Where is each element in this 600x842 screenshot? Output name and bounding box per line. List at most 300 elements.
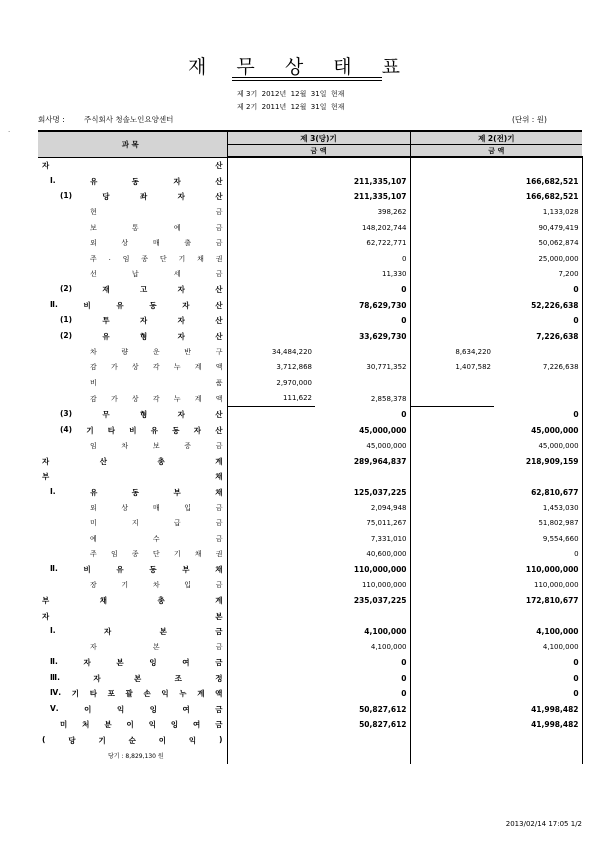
sub-amount-cell bbox=[227, 454, 315, 470]
sub-amount-cell bbox=[410, 624, 494, 640]
account-name bbox=[38, 485, 227, 501]
account-name-part: 익 bbox=[161, 689, 169, 699]
account-name-part: 외 bbox=[90, 503, 97, 512]
amount-cell bbox=[494, 733, 582, 749]
account-name bbox=[38, 717, 227, 733]
account-name: 당기 : 8,829,130 원 bbox=[38, 748, 227, 764]
account-name bbox=[38, 500, 227, 516]
sub-amount-cell bbox=[410, 547, 494, 563]
sub-amount-cell bbox=[227, 282, 315, 298]
sub-amount-cell bbox=[227, 438, 315, 454]
sub-amount-cell bbox=[410, 375, 494, 391]
account-name bbox=[38, 702, 227, 718]
account-name-part: 미 bbox=[60, 720, 68, 730]
account-name-part: 종 bbox=[131, 550, 139, 559]
account-name-part: 조 bbox=[174, 673, 182, 683]
table-row bbox=[38, 344, 582, 360]
amount-cell: 51,802,987 bbox=[494, 516, 582, 532]
account-name-part: 계 bbox=[194, 394, 202, 403]
sub-amount-cell bbox=[227, 500, 315, 516]
table-row bbox=[38, 282, 582, 298]
account-name-part: 계 bbox=[194, 363, 202, 372]
account-name-part: 채 bbox=[215, 565, 223, 575]
account-name-part: 자 bbox=[177, 410, 185, 419]
account-name-part: 산 bbox=[215, 300, 223, 310]
account-name-part: (2) bbox=[60, 330, 73, 340]
account-name-part: 기 bbox=[173, 550, 181, 559]
amount-cell: 30,771,352 bbox=[315, 360, 410, 376]
account-name-part: 산 bbox=[215, 331, 223, 341]
sub-amount-cell bbox=[410, 189, 494, 205]
account-name-part: 자 bbox=[193, 425, 201, 435]
header-previous-period: 제 2(전)기 bbox=[410, 131, 582, 145]
sub-amount-cell bbox=[410, 516, 494, 532]
account-name-part: 산 bbox=[215, 161, 223, 170]
sub-amount-cell bbox=[410, 671, 494, 687]
account-name-part: 산 bbox=[215, 176, 223, 186]
sub-amount-cell bbox=[227, 578, 315, 594]
account-name-part: 계 bbox=[215, 596, 223, 606]
account-name-part: 유 bbox=[102, 331, 110, 341]
account-name-part: 익 bbox=[116, 704, 125, 714]
sub-amount-cell bbox=[410, 469, 494, 485]
account-name-part: 익 bbox=[188, 735, 197, 745]
account-name-part: 부 bbox=[173, 487, 181, 497]
account-name-part: 재 bbox=[102, 285, 110, 295]
amount-cell bbox=[315, 609, 410, 625]
account-name bbox=[38, 329, 227, 345]
sub-amount-cell bbox=[227, 469, 315, 485]
account-name bbox=[38, 298, 227, 314]
account-name-part: 채 bbox=[215, 487, 223, 497]
account-name-part: 동 bbox=[149, 300, 157, 310]
amount-cell: 166,682,521 bbox=[494, 189, 582, 205]
account-name-part: 감 bbox=[90, 394, 97, 403]
account-name bbox=[38, 157, 227, 174]
amount-cell bbox=[315, 344, 410, 360]
amount-cell: 0 bbox=[494, 547, 582, 563]
account-name-part: 각 bbox=[152, 394, 160, 403]
account-name-part: 누 bbox=[173, 394, 181, 403]
account-name-part: Ⅰ. bbox=[50, 175, 56, 185]
account-name-part: 좌 bbox=[140, 192, 148, 202]
account-name-part: 비 bbox=[83, 300, 91, 310]
amount-cell: 41,998,482 bbox=[494, 702, 582, 718]
sub-amount-cell: 8,634,220 bbox=[410, 344, 494, 360]
account-name bbox=[38, 609, 227, 625]
sub-amount-cell bbox=[410, 220, 494, 236]
account-name-part: 액 bbox=[215, 394, 223, 403]
sub-amount-cell bbox=[227, 313, 315, 329]
account-name-part: 자 bbox=[104, 627, 112, 637]
account-name bbox=[38, 438, 227, 454]
account-name-part: 익 bbox=[148, 720, 156, 730]
account-name-part: 기 bbox=[71, 689, 80, 699]
amount-cell: 50,827,612 bbox=[315, 702, 410, 718]
sub-amount-cell bbox=[410, 313, 494, 329]
account-name bbox=[38, 686, 227, 702]
account-name-part: 가 bbox=[110, 363, 118, 372]
account-name bbox=[38, 189, 227, 205]
account-name-part: 본 bbox=[152, 643, 160, 652]
account-name-part: 정 bbox=[215, 673, 223, 683]
amount-cell: 62,722,771 bbox=[315, 236, 410, 252]
sub-amount-cell bbox=[410, 236, 494, 252]
table-row bbox=[38, 220, 582, 236]
amount-cell: 0 bbox=[494, 686, 582, 702]
account-name-part: 상 bbox=[121, 239, 129, 248]
sub-amount-cell bbox=[227, 423, 315, 439]
title-underline bbox=[232, 77, 382, 78]
sub-amount-cell bbox=[410, 655, 494, 671]
account-name-part: 급 bbox=[173, 519, 181, 528]
account-name-part: 금 bbox=[215, 223, 223, 232]
account-name bbox=[38, 313, 227, 329]
account-name-part: 금 bbox=[215, 534, 223, 543]
account-name-part: 금 bbox=[215, 643, 223, 652]
account-name-part: 순 bbox=[128, 735, 136, 745]
account-name-part: 품 bbox=[215, 378, 223, 387]
amount-cell: 9,554,660 bbox=[494, 531, 582, 547]
sub-amount-cell: 3,712,868 bbox=[227, 360, 315, 376]
account-name bbox=[38, 516, 227, 532]
sub-amount-cell bbox=[227, 407, 315, 423]
account-name-part: 권 bbox=[215, 254, 223, 263]
account-name-part: 금 bbox=[215, 503, 223, 512]
account-name-part: 여 bbox=[182, 704, 190, 714]
account-name-part: 액 bbox=[215, 363, 223, 372]
account-name-part: 산 bbox=[215, 410, 223, 419]
account-name-part: 타 bbox=[107, 425, 116, 435]
account-name-part: 자 bbox=[177, 192, 185, 202]
sub-amount-cell bbox=[227, 157, 315, 174]
table-row bbox=[38, 157, 582, 174]
sub-amount-cell bbox=[227, 267, 315, 283]
account-name-part: 감 bbox=[90, 363, 97, 372]
table-row bbox=[38, 454, 582, 470]
account-name-part: 자 bbox=[42, 161, 50, 170]
account-name-part: Ⅲ. bbox=[50, 672, 60, 682]
account-name-part: 예 bbox=[90, 534, 97, 543]
amount-cell bbox=[494, 391, 582, 407]
sub-amount-cell bbox=[227, 702, 315, 718]
table-row bbox=[38, 267, 582, 283]
amount-cell bbox=[315, 469, 410, 485]
table-row bbox=[38, 391, 582, 407]
account-name-part: Ⅳ. bbox=[50, 688, 62, 698]
account-name-part: 본 bbox=[116, 658, 124, 668]
account-name-part: Ⅰ. bbox=[50, 626, 56, 636]
amount-cell bbox=[315, 157, 410, 174]
account-name bbox=[38, 640, 227, 656]
account-name-part: 형 bbox=[140, 331, 148, 341]
account-name-part: 금 bbox=[215, 441, 223, 450]
account-name bbox=[38, 220, 227, 236]
amount-cell: 110,000,000 bbox=[315, 562, 410, 578]
account-name-part: 누 bbox=[179, 689, 187, 699]
sub-amount-cell bbox=[227, 531, 315, 547]
title-underline bbox=[232, 80, 382, 81]
sub-amount-cell bbox=[410, 748, 494, 764]
account-name bbox=[38, 733, 227, 749]
account-name bbox=[38, 174, 227, 190]
amount-cell: 45,000,000 bbox=[315, 438, 410, 454]
sub-amount-cell bbox=[410, 609, 494, 625]
period-current: 제 3기 2012년 12월 31일 현재 bbox=[237, 90, 345, 98]
stray-mark: . bbox=[8, 126, 11, 134]
table-row bbox=[38, 485, 582, 501]
amount-cell: 289,964,837 bbox=[315, 454, 410, 470]
amount-cell bbox=[315, 748, 410, 764]
amount-cell: 40,600,000 bbox=[315, 547, 410, 563]
amount-cell: 62,810,677 bbox=[494, 485, 582, 501]
account-name-part: 고 bbox=[140, 285, 148, 295]
sub-amount-cell bbox=[410, 157, 494, 174]
company-name: 주식회사 청솔노인요양센터 bbox=[84, 115, 174, 124]
account-name-part: 금 bbox=[215, 627, 223, 637]
sub-amount-cell bbox=[410, 454, 494, 470]
account-name-part: 량 bbox=[121, 347, 129, 356]
account-name-part: 납 bbox=[131, 270, 139, 279]
account-name-part: 산 bbox=[215, 425, 223, 435]
account-name-part: 통 bbox=[131, 223, 139, 232]
account-name-part: ( bbox=[42, 734, 46, 744]
account-name-part: 잉 bbox=[149, 704, 157, 714]
account-name-part: 단 bbox=[152, 550, 160, 559]
table-row bbox=[38, 298, 582, 314]
account-name-part: Ⅰ. bbox=[50, 486, 56, 496]
amount-cell: 7,226,638 bbox=[494, 329, 582, 345]
amount-cell: 110,000,000 bbox=[494, 578, 582, 594]
account-name-part: 장 bbox=[90, 581, 97, 590]
account-name-part: 자 bbox=[173, 176, 181, 186]
account-name-part: 권 bbox=[215, 550, 223, 559]
account-name-part: 비 bbox=[90, 378, 97, 387]
account-name-part: 증 bbox=[184, 441, 192, 450]
header-previous-amount: 금 액 bbox=[410, 145, 582, 158]
account-name-part: Ⅱ. bbox=[50, 657, 58, 667]
account-name-part: 비 bbox=[83, 565, 91, 575]
sub-amount-cell bbox=[227, 547, 315, 563]
account-name-part: 부 bbox=[42, 596, 50, 606]
account-name-part: 자 bbox=[42, 611, 50, 621]
table-row bbox=[38, 313, 582, 329]
account-name-part: 산 bbox=[99, 456, 107, 466]
account-name-part: (1) bbox=[60, 315, 73, 325]
account-name bbox=[38, 578, 227, 594]
amount-cell: 0 bbox=[494, 671, 582, 687]
table-row bbox=[38, 516, 582, 532]
amount-cell bbox=[494, 157, 582, 174]
sub-amount-cell bbox=[227, 748, 315, 764]
account-name-part: 투 bbox=[102, 316, 110, 326]
table-row bbox=[38, 423, 582, 439]
amount-cell: 172,810,677 bbox=[494, 593, 582, 609]
amount-cell: 52,226,638 bbox=[494, 298, 582, 314]
account-name-part: 구 bbox=[215, 347, 223, 356]
account-name-part: 반 bbox=[184, 347, 192, 356]
sub-amount-cell bbox=[227, 717, 315, 733]
sub-amount-cell bbox=[410, 640, 494, 656]
account-name-part: 금 bbox=[215, 239, 223, 248]
sub-amount-cell bbox=[227, 640, 315, 656]
account-name-part: 동 bbox=[131, 176, 140, 186]
account-name-part: 주 bbox=[90, 254, 97, 263]
account-name-part: 자 bbox=[140, 316, 148, 326]
amount-cell: 0 bbox=[315, 407, 410, 423]
sub-amount-cell bbox=[410, 593, 494, 609]
amount-cell: 0 bbox=[494, 407, 582, 423]
sub-amount-cell bbox=[410, 717, 494, 733]
amount-cell: 0 bbox=[315, 282, 410, 298]
amount-cell: 148,202,744 bbox=[315, 220, 410, 236]
sub-amount-cell bbox=[227, 189, 315, 205]
amount-cell bbox=[494, 609, 582, 625]
account-name bbox=[38, 655, 227, 671]
account-name-part: 부 bbox=[182, 565, 190, 575]
amount-cell: 0 bbox=[315, 671, 410, 687]
amount-cell bbox=[315, 375, 410, 391]
account-name-part: 본 bbox=[215, 611, 223, 621]
account-name-part: 형 bbox=[140, 410, 148, 419]
sub-amount-cell bbox=[227, 593, 315, 609]
amount-cell: 1,133,028 bbox=[494, 205, 582, 221]
sub-amount-cell bbox=[410, 251, 494, 267]
account-name-part: 본 bbox=[133, 673, 142, 683]
account-name-part: 입 bbox=[184, 581, 192, 590]
account-name-part: 임 bbox=[90, 441, 97, 450]
account-name-part: 총 bbox=[157, 596, 165, 606]
sub-amount-cell bbox=[227, 624, 315, 640]
account-name-part: 금 bbox=[215, 270, 223, 279]
account-name-part: (3) bbox=[60, 409, 73, 418]
account-name-part: 동 bbox=[131, 487, 140, 497]
account-name-part: Ⅱ. bbox=[50, 564, 58, 574]
account-name-part: 임 bbox=[122, 254, 130, 263]
account-name-part: (4) bbox=[60, 424, 73, 434]
account-name-part: 이 bbox=[126, 720, 134, 730]
sub-amount-cell bbox=[227, 205, 315, 221]
sub-amount-cell bbox=[410, 267, 494, 283]
account-name bbox=[38, 391, 227, 407]
amount-cell: 218,909,159 bbox=[494, 454, 582, 470]
account-name-part: 금 bbox=[215, 208, 223, 217]
amount-cell bbox=[315, 733, 410, 749]
sub-amount-cell bbox=[227, 251, 315, 267]
sub-amount-cell bbox=[227, 671, 315, 687]
account-name-part: 단 bbox=[159, 254, 167, 263]
amount-cell: 4,100,000 bbox=[315, 624, 410, 640]
sub-amount-cell: 111,622 bbox=[227, 391, 315, 407]
account-name-part: 차 bbox=[121, 441, 129, 450]
sub-amount-cell bbox=[410, 485, 494, 501]
amount-cell: 41,998,482 bbox=[494, 717, 582, 733]
account-name bbox=[38, 360, 227, 376]
table-row bbox=[38, 438, 582, 454]
account-name-part: 자 bbox=[93, 673, 101, 683]
account-name bbox=[38, 267, 227, 283]
account-name-part: (1) bbox=[60, 191, 73, 201]
account-name-part: 자 bbox=[177, 316, 185, 326]
account-name-part: Ⅱ. bbox=[50, 299, 58, 309]
table-row bbox=[38, 593, 582, 609]
table-row bbox=[38, 686, 582, 702]
account-name-part: 차 bbox=[90, 347, 97, 356]
table-row bbox=[38, 360, 582, 376]
account-name-part: 선 bbox=[90, 270, 97, 279]
amount-cell: 90,479,419 bbox=[494, 220, 582, 236]
account-name-part: 미 bbox=[90, 519, 97, 528]
account-name-part: 이 bbox=[84, 704, 92, 714]
account-name-part: 가 bbox=[110, 394, 118, 403]
sub-amount-cell bbox=[410, 733, 494, 749]
account-name bbox=[38, 624, 227, 640]
account-name-part: 자 bbox=[90, 643, 97, 652]
amount-cell: 7,331,010 bbox=[315, 531, 410, 547]
amount-cell: 0 bbox=[315, 251, 410, 267]
sub-amount-cell bbox=[227, 298, 315, 314]
account-name-part: 산 bbox=[215, 192, 223, 202]
table-row bbox=[38, 251, 582, 267]
account-name-part: 잉 bbox=[149, 658, 157, 668]
account-name-part: 매 bbox=[152, 503, 160, 512]
account-name-part: 기 bbox=[121, 581, 129, 590]
account-name-part: 자 bbox=[182, 300, 190, 310]
amount-cell: 1,453,030 bbox=[494, 500, 582, 516]
account-name bbox=[38, 531, 227, 547]
account-name-part: 포 bbox=[107, 689, 115, 699]
account-name-part: 금 bbox=[215, 720, 223, 730]
table-row bbox=[38, 531, 582, 547]
account-name-part: 기 bbox=[98, 735, 106, 745]
account-name-part: 동 bbox=[149, 565, 157, 575]
account-name bbox=[38, 593, 227, 609]
account-name bbox=[38, 671, 227, 687]
table-row bbox=[38, 748, 582, 764]
sub-amount-cell bbox=[227, 174, 315, 190]
account-name-part: 유 bbox=[90, 176, 98, 186]
account-name-part: 외 bbox=[90, 239, 97, 248]
amount-cell bbox=[494, 748, 582, 764]
table-row bbox=[38, 609, 582, 625]
table-row bbox=[38, 702, 582, 718]
account-name-part: ) bbox=[219, 734, 223, 744]
sub-amount-cell bbox=[227, 655, 315, 671]
amount-cell: 110,000,000 bbox=[315, 578, 410, 594]
account-name-part: 산 bbox=[215, 316, 223, 326]
account-name-part: 종 bbox=[141, 254, 149, 263]
sub-amount-cell bbox=[410, 205, 494, 221]
print-footer: 2013/02/14 17:05 1/2 bbox=[505, 820, 582, 828]
account-name-part: 이 bbox=[158, 735, 166, 745]
amount-cell: 0 bbox=[494, 282, 582, 298]
header-account: 과 목 bbox=[38, 131, 227, 157]
unit-label: (단위 : 원) bbox=[512, 115, 547, 124]
account-name-part: 임 bbox=[110, 550, 118, 559]
account-name-part: 출 bbox=[184, 239, 192, 248]
sub-amount-cell bbox=[410, 686, 494, 702]
account-name-part: 당 bbox=[102, 192, 110, 202]
account-name-part: 채 bbox=[215, 472, 223, 482]
table-row bbox=[38, 717, 582, 733]
account-name-part: Ⅴ. bbox=[50, 703, 59, 713]
sub-amount-cell bbox=[227, 609, 315, 625]
table-row bbox=[38, 562, 582, 578]
sub-amount-cell bbox=[410, 174, 494, 190]
amount-cell: 110,000,000 bbox=[494, 562, 582, 578]
account-name-part: 지 bbox=[131, 519, 139, 528]
table-row bbox=[38, 174, 582, 190]
